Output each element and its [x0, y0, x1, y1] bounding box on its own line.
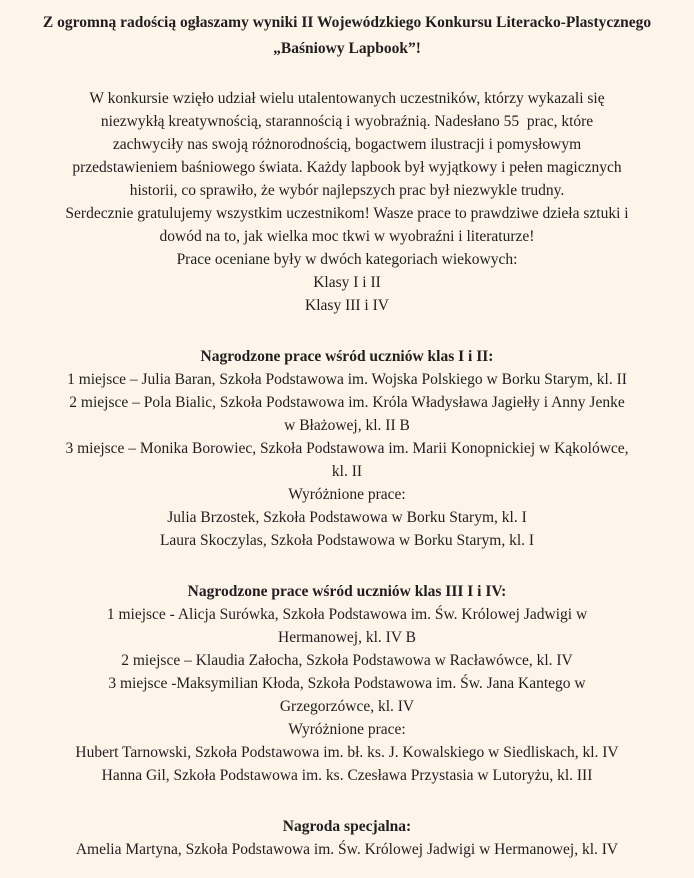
section-heading: Nagrodzone prace wśród uczniów klas III I i IV:	[187, 583, 507, 600]
text-line: niezwykłą kreatywnością, starannością i wyobraźnią. Nadesłano 55 prac, które	[100, 113, 594, 130]
award-line: Hanna Gil, Szkoła Podstawowa im. ks. Czesława Przystasia w Lutoryżu, kl. III	[101, 767, 593, 784]
award-line: 2 miejsce – Klaudia Załocha, Szkoła Podstawowa w Racławówce, kl. IV	[121, 652, 573, 669]
award-line: Grzegorzówce, kl. IV	[279, 698, 415, 715]
award-line: kl. II	[331, 463, 363, 480]
award-line: Amelia Martyna, Szkoła Podstawowa im. Św. Królowej Jadwigi w Hermanowej, kl. IV	[75, 841, 619, 858]
award-line: 2 miejsce – Pola Bialic, Szkoła Podstawowa im. Króla Władysława Jagiełły i Anny Jenke	[69, 394, 625, 411]
award-line: Hubert Tarnowski, Szkoła Podstawowa im. bł. ks. J. Kowalskiego w Siedliskach, kl. IV	[75, 744, 619, 761]
category-line-klasy-1-2: Klasy I i II	[313, 274, 381, 291]
section-special-award	[14, 815, 680, 861]
text-line: Prace oceniane były w dwóch kategoriach wiekowych:	[176, 251, 518, 268]
intro-paragraph	[14, 87, 680, 317]
award-line: Julia Brzostek, Szkoła Podstawowa w Borku Starym, kl. I	[167, 509, 527, 526]
award-line: 1 miejsce - Alicja Surówka, Szkoła Podstawowa im. Św. Królowej Jadwigi w	[106, 606, 588, 623]
award-line: 1 miejsce – Julia Baran, Szkoła Podstawowa im. Wojska Polskiego w Borku Starym, kl. II	[67, 371, 627, 388]
text-line: przedstawieniem baśniowego świata. Każdy lapbook był wyjątkowy i pełen magicznych	[72, 159, 622, 176]
text-line: dowód na to, jak wielka moc tkwi w wyobraźni i literaturze!	[159, 228, 535, 245]
text-line: historii, co sprawiło, że wybór najlepszych prac był niezwykle trudny.	[129, 182, 565, 199]
document-title	[14, 10, 680, 62]
distinction-subheading: Wyróżnione prace:	[288, 486, 406, 503]
award-line: 3 miejsce -Maksymilian Kłoda, Szkoła Podstawowa im. Św. Jana Kantego w	[108, 675, 586, 692]
title-line-2: „Baśniowy Lapbook”!	[273, 40, 421, 57]
award-line: Hermanowej, kl. IV B	[278, 629, 416, 646]
category-line-klasy-3-4: Klasy III i IV	[305, 297, 389, 314]
award-line: w Błażowej, kl. II B	[284, 417, 410, 434]
distinction-subheading: Wyróżnione prace:	[288, 721, 406, 738]
text-line: Serdecznie gratulujemy wszystkim uczestnikom! Wasze prace to prawdziwe dzieła sztuki i	[65, 205, 629, 222]
text-line: zachwyciły nas swoją różnorodnością, bogactwem ilustracji i pomysłowym	[112, 136, 582, 153]
section-awards-klasy-1-2	[14, 345, 680, 552]
section-heading: Nagrodzone prace wśród uczniów klas I i II:	[200, 348, 494, 365]
title-line-1: Z ogromną radością ogłaszamy wyniki II Wojewódzkiego Konkursu Literacko-Plastycznego	[42, 14, 652, 31]
award-line: 3 miejsce – Monika Borowiec, Szkoła Podstawowa im. Marii Konopnickiej w Kąkolówce,	[65, 440, 629, 457]
section-awards-klasy-3-4	[14, 580, 680, 787]
award-line: Laura Skoczylas, Szkoła Podstawowa w Borku Starym, kl. I	[159, 532, 535, 549]
section-heading: Nagroda specjalna:	[282, 818, 412, 835]
text-line: W konkursie wzięło udział wielu utalentowanych uczestników, którzy wykazali się	[89, 90, 605, 107]
